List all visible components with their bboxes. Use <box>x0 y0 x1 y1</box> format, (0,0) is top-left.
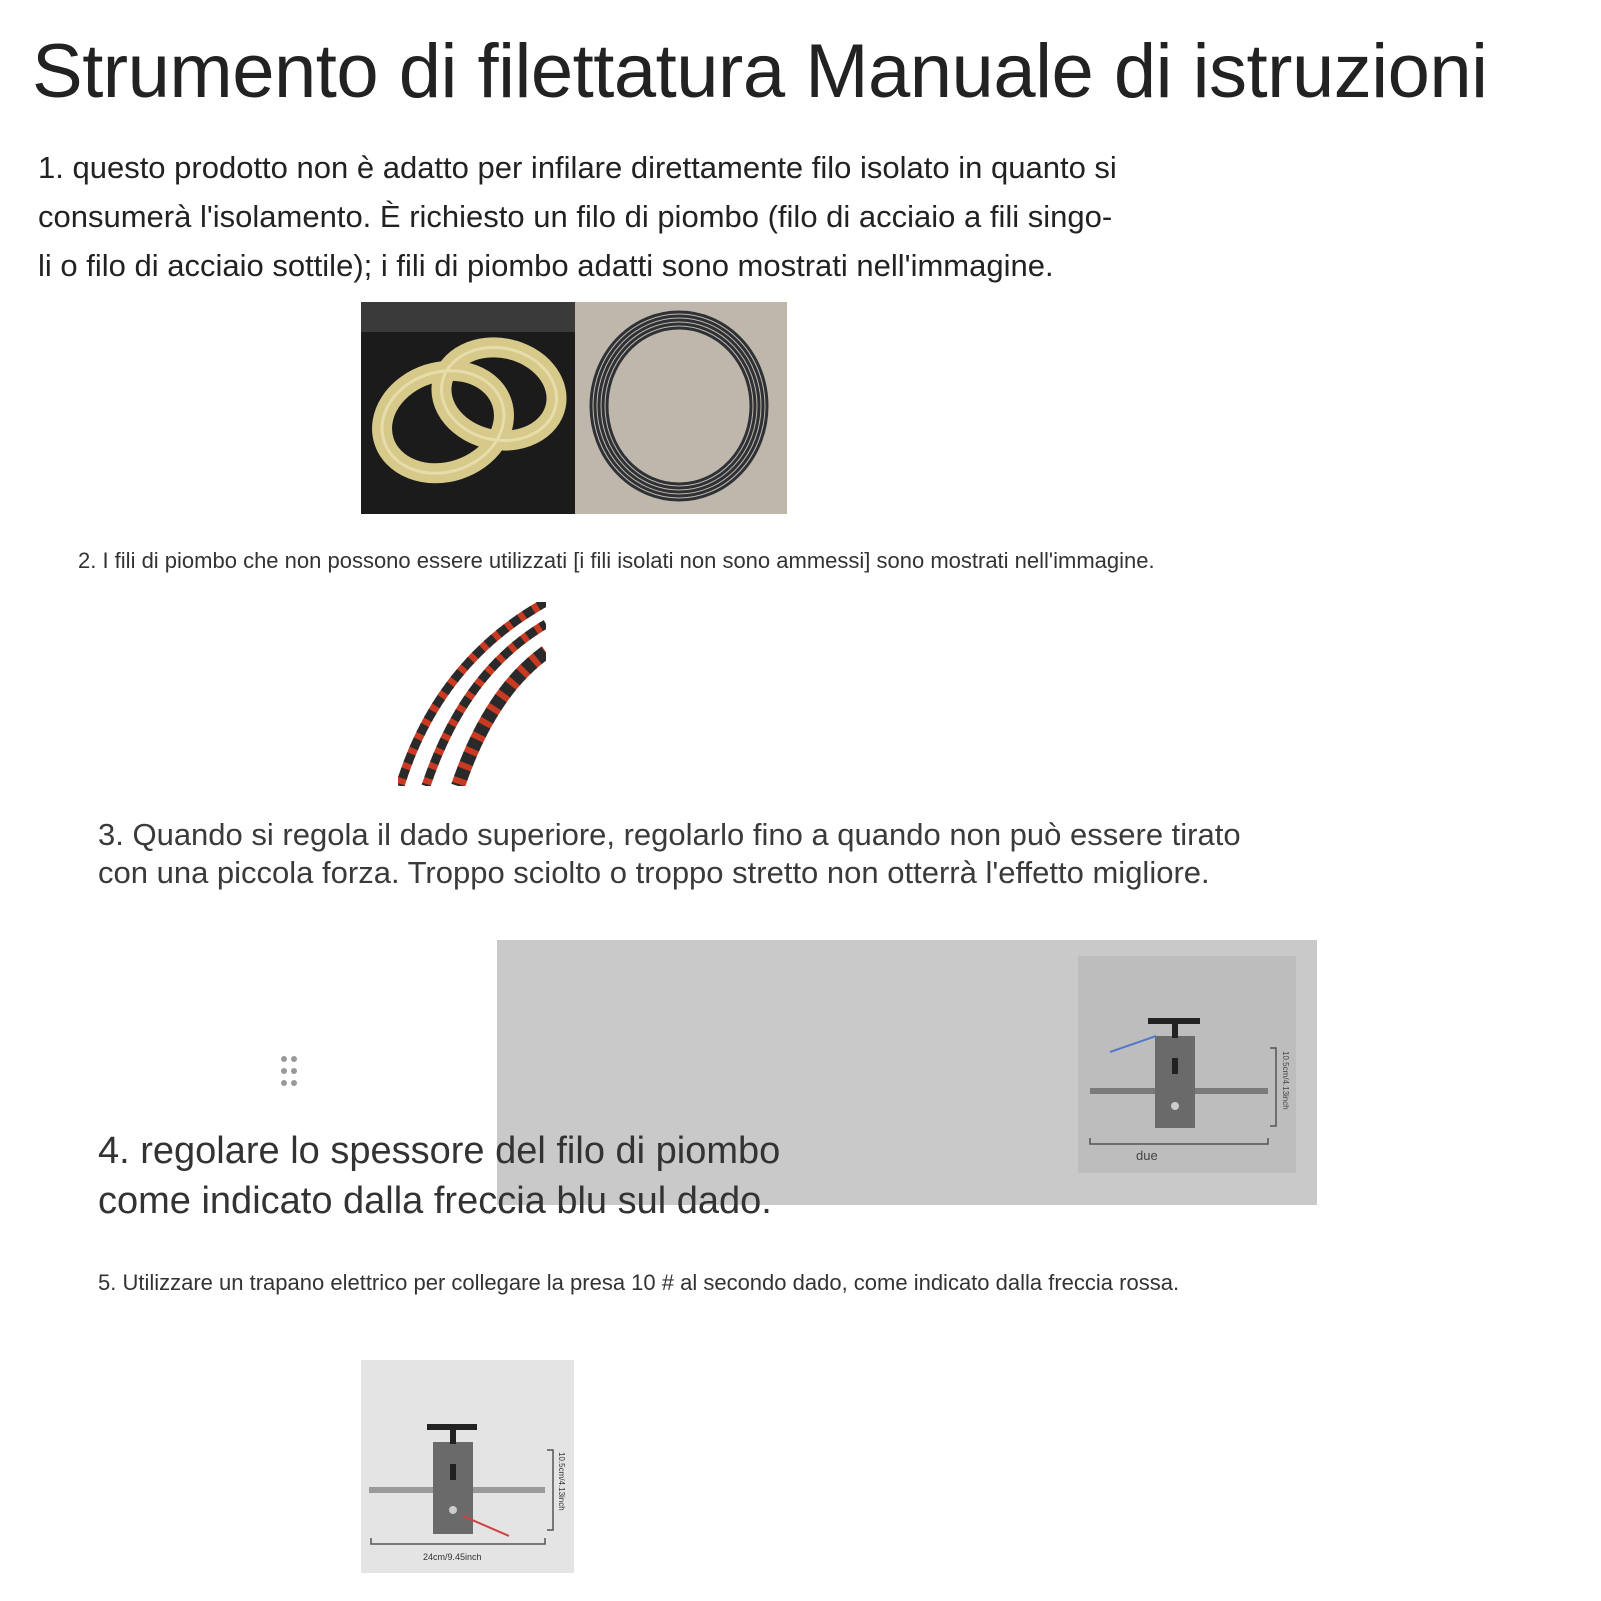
suitable-lead-wires-image <box>361 302 787 514</box>
drag-handle-icon[interactable] <box>280 1055 300 1089</box>
step-3-text <box>98 816 1241 892</box>
step-5-text: 5. Utilizzare un trapano elettrico per collegare la presa 10 # al secondo dado, come indicato dalla freccia rossa. <box>98 1270 1180 1295</box>
drill-socket-image <box>361 1360 574 1573</box>
step-1-line: consumerà l'isolamento. È richiesto un filo di piombo (filo di acciaio a fili singo- <box>38 199 1113 234</box>
step-3-line: con una piccola forza. Troppo sciolto o troppo stretto non otterrà l'effetto migliore. <box>98 855 1210 890</box>
image-dimension-label: 10.5cm/4.13inch <box>1281 1051 1290 1110</box>
unsuitable-insulated-wires-image <box>398 602 546 786</box>
image-height-label: 10.5cm/4.13inch <box>557 1452 566 1511</box>
step-1-line: 1. questo prodotto non è adatto per infilare direttamente filo isolato in quanto si <box>38 150 1117 185</box>
image-caption: due <box>1136 1148 1158 1163</box>
page-title: Strumento di filettatura Manuale di istruzioni <box>32 29 1488 114</box>
image-width-label: 24cm/9.45inch <box>423 1552 482 1562</box>
step-4-line: 4. regolare lo spessore del filo di piombo <box>98 1130 781 1172</box>
step-2-text: 2. I fili di piombo che non possono essere utilizzati [i fili isolati non sono ammessi] sono mostrati nell'immagine. <box>78 548 1155 573</box>
step-1-line: li o filo di acciaio sottile); i fili di piombo adatti sono mostrati nell'immagine. <box>38 248 1054 283</box>
step-1-text <box>38 143 1238 290</box>
step-3-line: 3. Quando si regola il dado superiore, regolarlo fino a quando non può essere tirato <box>98 817 1241 852</box>
nut-adjustment-image <box>1078 956 1296 1173</box>
step-4-line: come indicato dalla freccia blu sul dado. <box>98 1180 772 1222</box>
step-4-text <box>98 1126 780 1226</box>
